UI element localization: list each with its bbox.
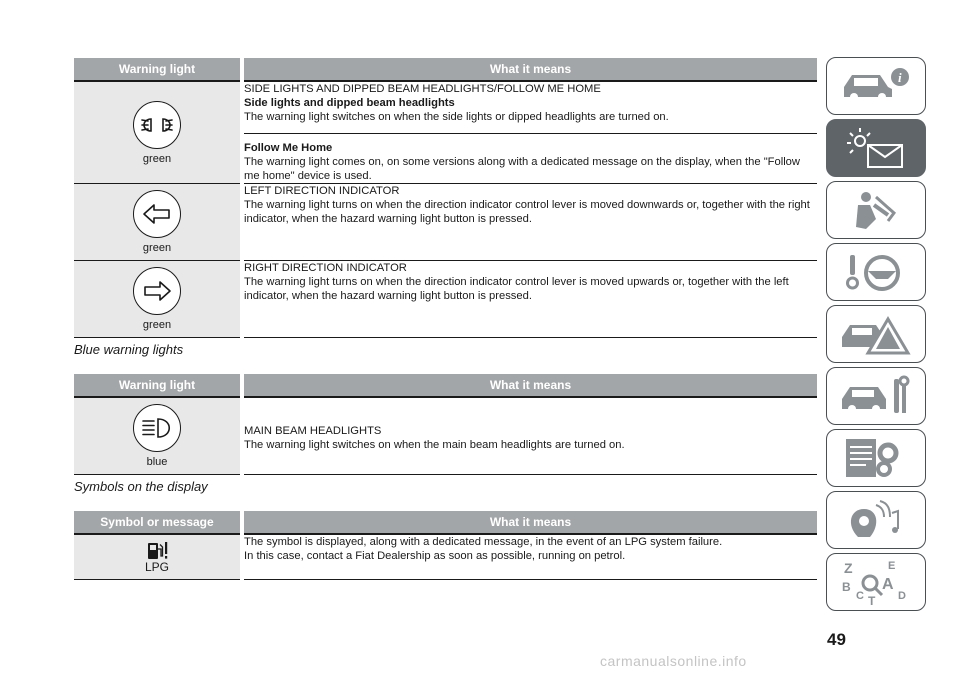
emergency-icon xyxy=(836,311,916,357)
table-row xyxy=(74,261,817,338)
light-title: LEFT DIRECTION INDICATOR xyxy=(244,185,400,197)
light-color-label: green xyxy=(142,152,172,165)
follow-me-home-description: The warning light comes on, on some versions along with a dedicated message on the display, when the "Follow me home" device is used. xyxy=(244,156,800,182)
tab-safety[interactable] xyxy=(826,181,926,239)
multimedia-icon xyxy=(836,497,916,543)
icon-cell xyxy=(74,397,242,475)
index-letter: T xyxy=(868,594,876,605)
lpg-label: LPG xyxy=(144,560,169,574)
warning-lights-icon xyxy=(836,125,916,171)
index-letter: B xyxy=(842,580,851,594)
driving-icon xyxy=(836,249,916,295)
tab-car-info[interactable] xyxy=(826,57,926,115)
index-letter: A xyxy=(882,576,894,593)
tab-driving[interactable] xyxy=(826,243,926,301)
safety-icon xyxy=(836,187,916,233)
page-number: 49 xyxy=(827,630,846,649)
col-header-what-it-means: What it means xyxy=(242,511,817,534)
icon-cell xyxy=(74,534,242,580)
svg-text:i: i xyxy=(898,70,902,85)
index-letter: E xyxy=(888,560,896,572)
left-arrow-icon xyxy=(133,190,181,238)
light-color-label: green xyxy=(142,242,172,254)
maintenance-icon xyxy=(836,373,916,419)
watermark: carmanualsonline.info xyxy=(600,653,747,669)
icon-cell xyxy=(74,81,242,184)
section-title-blue: Blue warning lights xyxy=(74,342,184,357)
side-lights-icon xyxy=(133,101,181,149)
display-symbols-table xyxy=(74,511,817,580)
follow-me-home-section xyxy=(244,133,817,183)
green-warning-lights-table xyxy=(74,58,817,338)
icon-cell xyxy=(74,184,242,261)
blue-warning-lights-table xyxy=(74,374,817,475)
chapter-sidebar xyxy=(826,57,928,615)
col-header-warning-light: Warning light xyxy=(74,374,242,397)
car-info-icon xyxy=(836,63,916,109)
icon-cell xyxy=(74,261,242,338)
col-header-what-it-means: What it means xyxy=(242,58,817,81)
description-cell xyxy=(242,184,817,261)
right-arrow-icon xyxy=(133,267,181,315)
col-header-warning-light: Warning light xyxy=(74,58,242,81)
light-subtitle: Side lights and dipped beam headlights xyxy=(244,97,455,109)
light-color-label: green xyxy=(142,319,172,331)
symbol-description: The symbol is displayed, along with a dedicated message, in the event of an LPG system failure. xyxy=(244,536,723,548)
index-letter: Z xyxy=(844,560,853,576)
technical-data-icon xyxy=(836,435,916,481)
tab-maintenance[interactable] xyxy=(826,367,926,425)
col-header-what-it-means: What it means xyxy=(242,374,817,397)
light-color-label: blue xyxy=(146,456,168,468)
page-content xyxy=(74,58,817,580)
symbol-advice: In this case, contact a Fiat Dealership as soon as possible, running on petrol. xyxy=(244,550,626,562)
tab-multimedia[interactable] xyxy=(826,491,926,549)
description-cell xyxy=(242,534,817,580)
tab-warning-lights[interactable] xyxy=(826,119,926,177)
index-letter: C xyxy=(856,590,864,602)
table-row xyxy=(74,397,817,475)
index-letter: D xyxy=(898,590,906,602)
light-description: The warning light switches on when the side lights or dipped headlights are turned on. xyxy=(244,111,669,123)
tab-index[interactable] xyxy=(826,553,926,611)
main-beam-icon xyxy=(133,404,181,452)
section-title-symbols: Symbols on the display xyxy=(74,479,208,494)
light-title: SIDE LIGHTS AND DIPPED BEAM HEADLIGHTS/FOLLOW ME HOME xyxy=(244,83,601,95)
tab-emergency[interactable] xyxy=(826,305,926,363)
description-cell xyxy=(242,81,817,184)
table-row xyxy=(74,534,817,580)
light-title: RIGHT DIRECTION INDICATOR xyxy=(244,262,407,274)
col-header-symbol: Symbol or message xyxy=(74,511,242,534)
description-cell xyxy=(242,261,817,338)
index-icon xyxy=(836,559,916,605)
light-description: The warning light turns on when the direction indicator control lever is moved upwards or, together with the left indicator, when the hazard warning light button is pressed. xyxy=(244,276,789,302)
description-cell xyxy=(242,397,817,475)
light-description: The warning light switches on when the main beam headlights are turned on. xyxy=(244,439,625,451)
tab-technical-data[interactable] xyxy=(826,429,926,487)
light-title: MAIN BEAM HEADLIGHTS xyxy=(244,425,382,437)
table-row xyxy=(74,81,817,184)
light-description: The warning light turns on when the direction indicator control lever is moved downwards or, together with the right indicator, when the hazard warning light button is pressed. xyxy=(244,199,810,225)
lpg-fuel-icon xyxy=(144,541,170,573)
table-row xyxy=(74,184,817,261)
follow-me-home-title: Follow Me Home xyxy=(244,142,333,154)
